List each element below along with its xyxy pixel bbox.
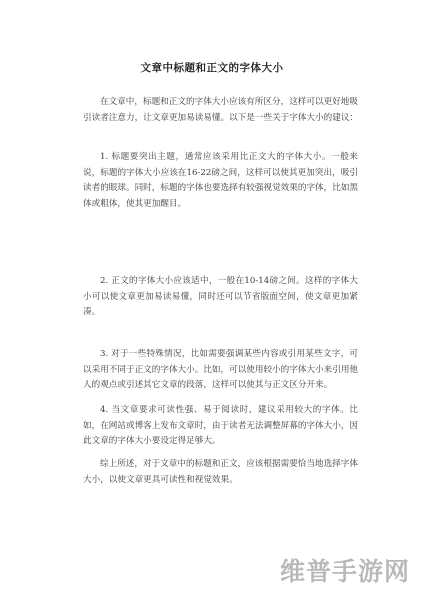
conclusion-paragraph: 综上所述，对于文章中的标题和正文，应该根据需要恰当地选择字体大小，以使文章更具可读性和视觉效果。	[83, 459, 358, 485]
document-title: 文章中标题和正文的字体大小	[140, 62, 284, 74]
paragraph-2: 2. 正文的字体大小应该适中，一般在10-14磅之间。这样的字体大小可以使文章更加易读易懂，同时还可以节省版面空间，使文章更加紧凑。	[83, 276, 358, 318]
site-watermark: 维普手游网	[279, 557, 410, 586]
paragraph-4: 4. 当文章要求可读性强、易于阅读时，建议采用较大的字体。比如，在网站或博客上发布文章时，由于读者无法调整屏幕的字体大小，因此文章的字体大小要设定得足够大。	[83, 405, 359, 447]
paragraph-3: 3. 对于一些特殊情况，比如需要强调某些内容或引用某些文字，可以采用不同于正文的字体大小。比如，可以使用较小的字体大小来引用他人的观点或引述其它文章的段落，这样可以使其与正文区分开来。	[83, 349, 359, 391]
intro-paragraph: 在文章中，标题和正文的字体大小应该有所区分，这样可以更好地吸引读者注意力，让文章更加易读易懂。以下是一些关于字体大小的建议：	[83, 97, 359, 123]
paragraph-1: 1. 标题要突出主题，通常应该采用比正文大的字体大小。一般来说，标题的字体大小应该在16-22磅之间，这样可以使其更加突出，吸引读者的眼球。同时，标题的字体也要选择有较强视觉效果的字体，比如黑体或粗体，使其更加醒目。	[83, 152, 359, 209]
